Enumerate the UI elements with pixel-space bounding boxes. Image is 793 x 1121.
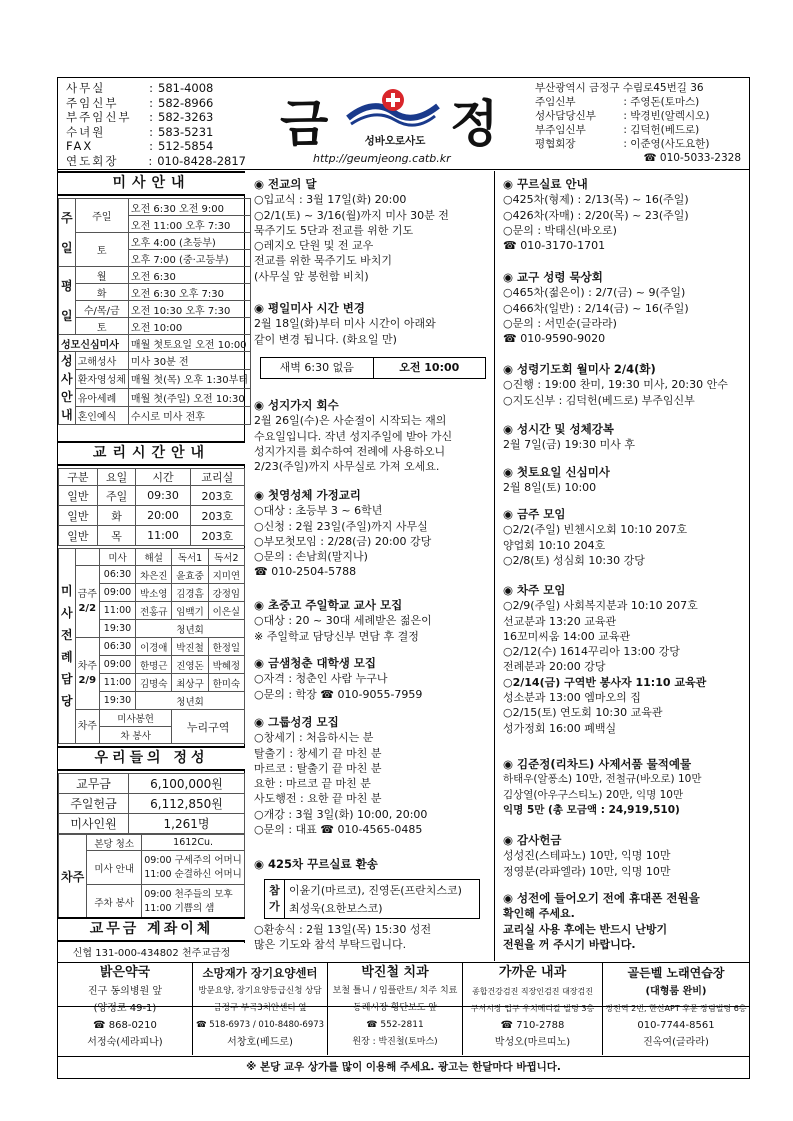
sacrament-time: 매월 첫(목) 오후 1:30부터	[128, 370, 250, 388]
cell: 차은진	[136, 566, 172, 584]
staff-row: 성사담당신부 : 박경빈(알렉시오)	[535, 110, 710, 122]
roster-head: 해설	[136, 549, 172, 566]
staff-role: 평협회장	[535, 138, 576, 150]
contact-row: 수녀원 : 583-5231	[66, 124, 214, 139]
mass-time: 오전 6:30 오전 9:00	[128, 199, 250, 216]
ad-clinic: 가까운 내과 종합건강검진 직장인검진 대장검진 구서시장 입구 우치메디칼 빌딩 3층 ☎ 710-2788 박성오(마르띠노)	[463, 963, 603, 1055]
cell: 11:00	[136, 526, 190, 546]
notice-block: ◉ 성지가지 회수 2월 26일(수)은 사순절이 시작되는 재의 수요일입니다. 작년 성지주일에 받아 가신 성지가지를 회수하여 전례에 사용하오니 2/23(주일)까지 사무실로 가져 오세요.	[254, 398, 453, 474]
patron-name: 성바오로사도	[364, 135, 426, 147]
mass-time: 오전 6:30 오후 7:30	[128, 284, 250, 301]
cell: 이은실	[208, 602, 244, 620]
cell: 일반	[59, 506, 98, 526]
special-mass-label: 성모신심미사	[59, 335, 129, 352]
roster-head: 미사	[99, 549, 135, 566]
ad-karaoke: 골든벨 노래연습장 (대형룸 완비) 장전역 2번, 한신APT 후문 장림빌딩 6층 010-7744-8561 진옥여(글라라)	[605, 966, 747, 1048]
contact-key: FAX	[66, 139, 94, 153]
mass-time: 오전 10:00	[128, 318, 250, 335]
cell: 6,100,000원	[129, 774, 245, 794]
week-label: 금주 2/2	[75, 566, 99, 638]
mass-day: 주일	[75, 199, 128, 233]
cell: 미사인원	[59, 814, 129, 834]
col-head: 요일	[97, 469, 136, 486]
cell: 강정임	[208, 584, 244, 602]
contact-row: 연도회장 : 010-8428-2817	[66, 153, 246, 168]
contact-value: 582-8966	[158, 95, 214, 110]
contact-row: 부주임신부 : 582-3263	[66, 110, 214, 124]
bulletin-title	[280, 82, 510, 152]
notice-block: ◉ 첫영성체 가정교리 ○대상 : 초등부 3 ~ 6학년 ○신청 : 2월 23일(주일)까지 사무실 ○부모첫모임 : 2/28(금) 20:00 강당 ○문의 : 손남희(말지나) ☎ 010-2504-5788	[254, 488, 432, 579]
left-column	[58, 171, 248, 959]
special-mass-time: 매월 첫토요일 오전 10:00	[128, 335, 250, 352]
cell: 지미연	[208, 566, 244, 584]
staff-name: 김덕헌(베드로)	[630, 124, 700, 136]
sacrament-name: 혼인예식	[75, 406, 128, 424]
ad-pharmacy: 밝은약국 진구 동의병원 앞 (양정로 49-1) ☎ 868-0210 서정숙(세라피나)	[58, 963, 193, 1055]
cell: 본당 청소	[87, 835, 142, 851]
col-head: 교리실	[190, 469, 244, 486]
roster-head: 독서2	[208, 549, 244, 566]
title-right: 정	[450, 95, 499, 153]
contact-value: 583-5231	[158, 124, 214, 139]
cell: 11:00	[99, 602, 135, 620]
roster-head: 독서1	[172, 549, 208, 566]
notice-block: ◉ 차주 모임 ○2/9(주일) 사회복지분과 10:10 207호 선교분과 13:20 교육관 16꼬미씨움 14:00 교육관 ○2/12(수) 1614꾸리아 13:00 강당 전례분과 20:00 강당 ○2/14(금) 구역반 봉사자 11:10 교육관 성소분과 13:00 엠마오의 집 ○2/15(토) 연도회 10:30 교육관 성가정회 16:00 폐백실	[503, 583, 707, 735]
notice-block: ◉ 그룹성경 모집 ○창세기 : 처음하시는 분 탈출기 : 창세기 끝 마친 분 마르코 : 탈출기 끝 마친 분 요한 : 마르코 끝 마친 분 사도행전 : 요한 끝 마친 분 ○개강 : 3월 3일(화) 10:00, 20:00 ○문의 : 대표 ☎ 010-4565-0485	[254, 715, 428, 837]
mass-label-weekday: 평 일	[59, 267, 76, 335]
sacrament-label: 성 사 안 내	[59, 352, 76, 425]
notice-block: ◉ 성시간 및 성체강복 2월 7일(금) 19:30 미사 후	[503, 422, 636, 452]
parish-address: 부산광역시 금정구 수림로45번길 36	[535, 82, 704, 94]
farewell-box: 참가 이윤기(마르코), 진영돈(프란치스코) 최성욱(요한보스코)	[264, 879, 480, 919]
right-column	[494, 171, 750, 961]
cell: 한미숙	[208, 674, 244, 692]
cell: 미사 안내	[87, 851, 142, 885]
cell: 09:00 구세주의 어머니 11:00 순결하신 어머니	[142, 851, 245, 885]
cell: 203호	[190, 486, 244, 506]
contact-value: 010-8428-2817	[157, 153, 246, 168]
notice-block: ◉ 초중고 주일학교 교사 모집 ○대상 : 20 ~ 30대 세례받은 젊은이 ※ 주일학교 담당신부 면담 후 결정	[254, 598, 432, 643]
duty-week-label: 차주	[59, 835, 87, 919]
mass-day: 화	[75, 284, 128, 301]
cell: 203호	[190, 506, 244, 526]
cell: 09:00 천주들의 모후 11:00 기쁨의 샘	[142, 885, 245, 919]
cell: 09:30	[136, 486, 190, 506]
week-label: 차주 2/9	[75, 638, 99, 710]
notice-block: ◉ 425차 꾸르실료 환송	[254, 857, 378, 871]
mass-time: 오전 10:30 오후 7:30	[128, 301, 250, 318]
serve-week-label: 차주	[75, 710, 99, 744]
notice-block: ◉ 성령기도회 월미사 2/4(화) ○진행 : 19:00 찬미, 19:30 미사, 20:30 안수 ○지도신부 : 김덕헌(베드로) 부주임신부	[503, 362, 728, 407]
sacrament-name: 환자영성체	[75, 370, 128, 388]
notice-block: ◉ 감사헌금 성성진(스테파노) 10만, 익명 10만 정영분(라파엘라) 10만, 익명 10만	[503, 833, 671, 878]
mass-day: 토	[75, 233, 128, 267]
account-section-title: 교무금 계좌이체	[58, 917, 245, 942]
cell: 화	[97, 506, 136, 526]
cell: 일반	[59, 526, 98, 546]
notice-block: ◉ 금샘청춘 대학생 모집 ○자격 : 청춘인 사람 누구나 ○문의 : 학장 ☎ 010-9055-7959	[254, 656, 423, 701]
duty-table	[58, 834, 245, 919]
parish-logo-icon	[343, 88, 443, 132]
liturgy-roster-table	[58, 548, 245, 744]
cell: 11:00	[99, 674, 135, 692]
notice-block: ◉ 꾸르실료 안내 ○425차(형제) : 2/13(목) ~ 16(주일) ○426차(자매) : 2/20(목) ~ 23(주일) ○문의 : 박태신(바오로) ☎ 010-3170-1701	[503, 177, 689, 253]
staff-row: 주임신부 : 주영돈(토마스)	[535, 96, 700, 108]
contact-value: 581-4008	[158, 81, 214, 95]
sacrament-time: 수시로 미사 전후	[128, 406, 250, 424]
cell: 청년회	[136, 692, 245, 710]
sacrament-name: 고해성사	[75, 352, 128, 370]
contact-key: 연도회장	[66, 153, 119, 168]
cell: 교무금	[59, 774, 129, 794]
cell: 진영돈	[172, 656, 208, 674]
notice-block: ◉ 평일미사 시간 변경 2월 18일(화)부터 미사 시간이 아래와 같이 변경 됩니다. (화요일 만)	[254, 301, 436, 346]
contact-value: 582-3263	[158, 110, 214, 124]
notice-block: ◉ 전교의 달 ○입교식 : 3월 17일(화) 20:00 ○2/1(토) ~ 3/16(월)까지 미사 30분 전 묵주기도 5단과 전교를 위한 기도 ○레지오 단원 및 전 교우 전교를 위한 묵주기도 바치기 (사무실 앞 봉헌함 비치)	[254, 177, 449, 283]
cell: 미사봉헌	[99, 710, 171, 727]
cell: 윤효중	[172, 566, 208, 584]
col-head: 구분	[59, 469, 98, 486]
mass-time: 오전 6:30	[128, 267, 250, 284]
president-phone: ☎ 010-5033-2328	[643, 152, 741, 164]
cell: 09:00	[99, 584, 135, 602]
cell: 06:30	[99, 638, 135, 656]
col-head: 시간	[136, 469, 190, 486]
ad-dental: 박진철 치과 보철 틀니 / 임플란트/ 치주 치료 동래시장 횡단보도 앞 ☎ 552-2811 원장 : 박진철(토마스)	[328, 963, 463, 1055]
mass-day: 월	[75, 267, 128, 284]
cell: 목	[97, 526, 136, 546]
offering-table	[58, 773, 245, 834]
cell: 203호	[190, 526, 244, 546]
notice-block: ◉ 김준정(리차드) 사제서품 물적예물 하태우(알퐁소) 10만, 전철규(바오로) 10만 김상열(아우구스티노) 20만, 익명 10만 익명 5만 (총 모금액 : 24,919,510)	[503, 757, 702, 816]
contact-value: 512-5854	[158, 139, 214, 153]
cell: 김명숙	[136, 674, 172, 692]
staff-list	[535, 81, 745, 165]
notice-block: ◉ 성전에 들어오기 전에 휴대폰 전원을 확인해 주세요. 교리실 사용 후에는 반드시 난방기 전원을 꺼 주시기 바랍니다.	[503, 891, 700, 951]
cell: 차 봉사	[99, 727, 171, 744]
notice-block: ○환송식 : 2월 13일(목) 15:30 성전 많은 기도와 참석 부탁드립니다.	[254, 923, 432, 952]
mass-section-title: 미사안내	[58, 171, 245, 196]
footer-note: ※ 본당 교우 상가를 많이 이용해 주세요. 광고는 한달마다 바뀝니다.	[57, 1057, 750, 1079]
cell: 1,261명	[129, 814, 245, 834]
staff-row: 부주임신부 : 김덕헌(베드로)	[535, 124, 700, 136]
cell: 19:30	[99, 692, 135, 710]
cell: 이경애	[136, 638, 172, 656]
sacrament-time: 미사 30분 전	[128, 352, 250, 370]
contact-key: 사무실	[66, 81, 106, 95]
title-left: 금	[280, 95, 329, 153]
staff-row: 평협회장 : 이준영(사도요한)	[535, 138, 710, 150]
contact-key: 수녀원	[66, 124, 106, 139]
cell: 일반	[59, 486, 98, 506]
offering-section-title: 우리들의 정성	[58, 746, 245, 771]
mass-label-sunday: 주 일	[59, 199, 76, 267]
cell: 임백기	[172, 602, 208, 620]
cell: 박진철	[172, 638, 208, 656]
notice-block: ◉ 금주 모임 ○2/2(주일) 빈첸시오회 10:10 207호 양업회 10:10 204호 ○2/8(토) 성심회 10:30 강당	[503, 507, 688, 567]
contact-list	[66, 81, 246, 168]
mass-time: 오후 7:00 (중·고등부)	[128, 250, 250, 267]
cell: 6,112,850원	[129, 794, 245, 814]
staff-name: 주영돈(토마스)	[630, 96, 700, 108]
sacrament-name: 유아세례	[75, 388, 128, 406]
contact-row: FAX : 512-5854	[66, 139, 214, 153]
cell: 06:30	[99, 566, 135, 584]
catechism-table	[58, 468, 245, 546]
staff-name: 박경빈(알렉시오)	[630, 110, 710, 122]
cell: 한정일	[208, 638, 244, 656]
notice-block: ◉ 교구 성령 묵상회 ○465차(젊은이) : 2/7(금) ~ 9(주일) ○466차(일반) : 2/14(금) ~ 16(주일) ○문의 : 서민순(글라라) ☎ 010-9590-9020	[503, 270, 689, 346]
cell: 20:00	[136, 506, 190, 526]
cell: 청년회	[136, 620, 245, 638]
cell: 한명근	[136, 656, 172, 674]
contact-key: 주임신부	[66, 95, 119, 110]
middle-column	[246, 171, 494, 961]
bank-account: 신협 131-000-434802 천주교금정	[72, 948, 231, 959]
staff-role: 성사담당신부	[535, 110, 596, 122]
mass-time: 오전 11:00 오후 7:30	[128, 216, 250, 233]
cell: 김경흠	[172, 584, 208, 602]
mass-schedule-table	[58, 198, 251, 425]
mass-day: 토	[75, 318, 128, 335]
cell: 주차 봉사	[87, 885, 142, 919]
ad-care-center: 소망재가 장기요양센터 방문요양, 장기요양등급신청 상담 금정구 부곡3치안센터 옆 ☎ 518-6973 / 010-8480-6973 서창호(베드로)	[193, 963, 328, 1055]
cell: 박혜정	[208, 656, 244, 674]
contact-row: 사무실 : 581-4008	[66, 81, 214, 95]
mass-time: 오후 4:00 (초등부)	[128, 233, 250, 250]
roster-label: 미 사 전 례 담 당	[59, 549, 76, 744]
staff-role: 주임신부	[535, 96, 576, 108]
cell: 최상구	[172, 674, 208, 692]
sacrament-time: 매월 첫(주일) 오전 10:30	[128, 388, 250, 406]
cell: 19:30	[99, 620, 135, 638]
mass-day: 수/목/금	[75, 301, 128, 318]
cell: 전홍규	[136, 602, 172, 620]
contact-row: 주임신부 : 582-8966	[66, 95, 214, 110]
catechism-section-title: 교리시간안내	[58, 441, 245, 466]
staff-name: 이준영(사도요한)	[630, 138, 710, 150]
contact-key: 부주임신부	[66, 110, 132, 124]
cell: 주일	[97, 486, 136, 506]
serve-group: 누리구역	[172, 710, 245, 744]
cell: 주일헌금	[59, 794, 129, 814]
cell: 박소영	[136, 584, 172, 602]
notice-block: ◉ 첫토요일 신심미사 2월 8일(토) 10:00	[503, 465, 610, 495]
parish-url[interactable]: http://geumjeong.catb.kr	[313, 152, 451, 165]
staff-role: 부주임신부	[535, 124, 586, 136]
weekday-change-box: 새벽 6:30 없음 오전 10:00	[260, 357, 486, 379]
cell: 09:00	[99, 656, 135, 674]
cell: 1612Cu.	[142, 835, 245, 851]
